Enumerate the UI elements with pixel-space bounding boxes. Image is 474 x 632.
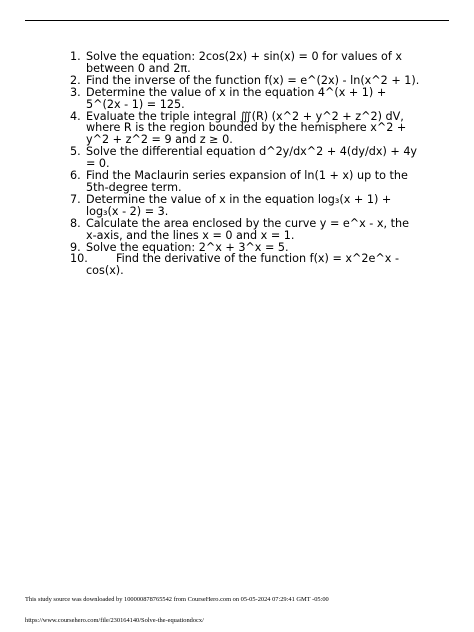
question-text: Solve the equation: 2cos(2x) + sin(x) = 0 for values of x between 0 and 2π. [86, 50, 402, 75]
question-text: Determine the value of x in the equation 4^(x + 1) + 5^(2x - 1) = 125. [86, 85, 387, 111]
question-number: 6. [70, 169, 81, 183]
question-number: 10. [70, 252, 88, 266]
source-url[interactable]: https://www.coursehero.com/file/230164140/Solve-the-equationdocx/ [25, 617, 204, 624]
question-item-10 [70, 253, 420, 277]
question-text: Find the derivative of the function f(x) = x^2e^x - cos(x). [86, 252, 399, 278]
question-number: 8. [70, 216, 81, 230]
question-item-2 [70, 75, 420, 87]
question-number: 7. [70, 192, 81, 206]
question-list [70, 51, 420, 277]
header-rule [25, 20, 449, 21]
question-item-7 [70, 194, 420, 218]
question-item-3 [70, 87, 420, 111]
question-number: 9. [70, 240, 81, 254]
question-item-4 [70, 111, 420, 147]
question-text: Find the inverse of the function f(x) = e^(2x) - ln(x^2 + 1). [86, 73, 420, 87]
question-text: Solve the equation: 2^x + 3^x = 5. [86, 240, 289, 254]
question-number: 5. [70, 145, 81, 159]
question-text: Find the Maclaurin series expansion of ln(1 + x) up to the 5th-degree term. [86, 169, 408, 194]
question-number: 3. [70, 85, 81, 99]
question-text: Calculate the area enclosed by the curve y = e^x - x, the x-axis, and the lines x = 0 and x = 1. [86, 216, 409, 242]
download-note: This study source was downloaded by 100000878765542 from CourseHero.com on 05-05-2024 07:29:41 GMT -05:00 [25, 596, 329, 603]
question-item-5 [70, 146, 420, 170]
question-text: Evaluate the triple integral ∭(R) (x^2 + y^2 + z^2) dV, where R is the region bounded by the hemisphere x^2 + y^2 + z^2 = 9 and z ≥ 0. [86, 109, 407, 147]
question-text: Solve the differential equation d^2y/dx^2 + 4(dy/dx) + 4y = 0. [86, 145, 418, 171]
question-number: 2. [70, 73, 81, 87]
question-text: Determine the value of x in the equation log₃(x + 1) + log₃(x - 2) = 3. [86, 192, 392, 218]
question-item-1 [70, 51, 420, 75]
question-number: 4. [70, 109, 81, 123]
question-item-8 [70, 218, 420, 242]
question-number: 1. [70, 50, 81, 63]
question-item-6 [70, 170, 420, 194]
